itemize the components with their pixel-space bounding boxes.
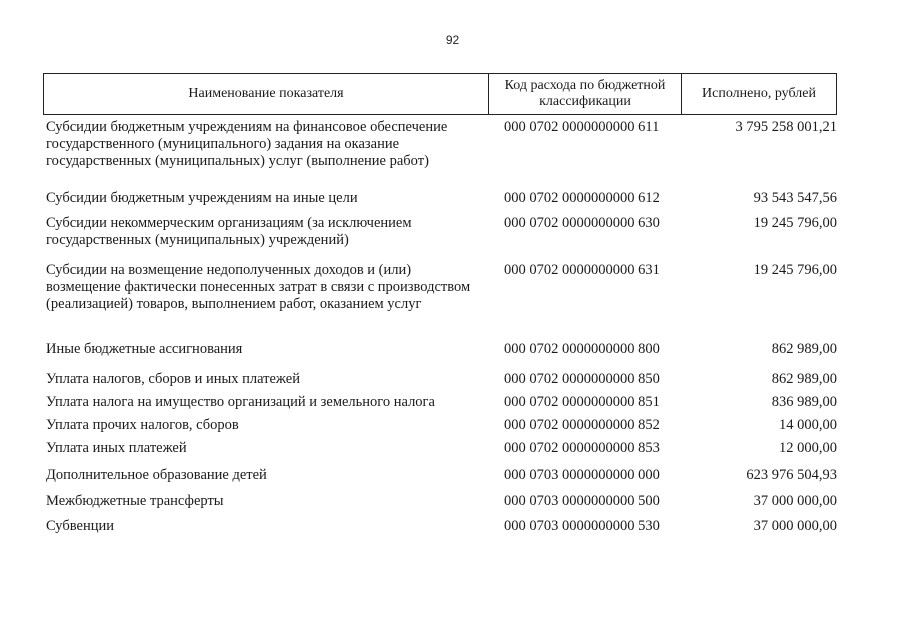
row-code: 000 0702 0000000000 851 bbox=[504, 394, 660, 410]
row-name: Уплата иных платежей bbox=[46, 440, 187, 456]
row-amount: 3 795 258 001,21 bbox=[735, 119, 837, 135]
row-amount: 862 989,00 bbox=[771, 371, 837, 387]
row-name: Субсидии некоммерческим организациям (за исключением государственных (муниципальных) учреждений) bbox=[46, 215, 412, 248]
header-name: Наименование показателя bbox=[44, 74, 489, 114]
row-name: Уплата налога на имущество организаций и земельного налога bbox=[46, 394, 435, 410]
row-code: 000 0702 0000000000 853 bbox=[504, 440, 660, 456]
row-amount: 93 543 547,56 bbox=[753, 190, 837, 206]
row-code: 000 0702 0000000000 630 bbox=[504, 215, 660, 231]
row-name: Субсидии бюджетным учреждениям на финансовое обеспечение государственного (муниципального) задания на оказание государственных (муниципальных) услуг (выполнение работ) bbox=[46, 119, 448, 169]
row-amount: 19 245 796,00 bbox=[753, 215, 837, 231]
header-code: Код расхода по бюджетной классификации bbox=[489, 74, 682, 114]
row-code: 000 0703 0000000000 000 bbox=[504, 467, 660, 483]
row-amount: 12 000,00 bbox=[779, 440, 837, 456]
row-code: 000 0702 0000000000 612 bbox=[504, 190, 660, 206]
row-name: Межбюджетные трансферты bbox=[46, 493, 224, 509]
row-amount: 623 976 504,93 bbox=[746, 467, 837, 483]
row-code: 000 0702 0000000000 611 bbox=[504, 119, 660, 135]
row-name: Иные бюджетные ассигнования bbox=[46, 341, 243, 357]
row-name: Уплата прочих налогов, сборов bbox=[46, 417, 239, 433]
row-code: 000 0702 0000000000 631 bbox=[504, 262, 660, 278]
row-name: Субсидии на возмещение недополученных доходов и (или) возмещение фактически понесенных затрат в связи с производством (реализацией) товаров, выполнением работ, оказанием услуг bbox=[46, 262, 471, 312]
row-code: 000 0702 0000000000 850 bbox=[504, 371, 660, 387]
row-amount: 14 000,00 bbox=[779, 417, 837, 433]
page-number: 92 bbox=[445, 33, 460, 47]
row-name: Субвенции bbox=[46, 518, 114, 534]
row-name: Уплата налогов, сборов и иных платежей bbox=[46, 371, 300, 387]
row-amount: 37 000 000,00 bbox=[753, 493, 837, 509]
row-code: 000 0702 0000000000 800 bbox=[504, 341, 660, 357]
row-amount: 19 245 796,00 bbox=[753, 262, 837, 278]
row-amount: 37 000 000,00 bbox=[753, 518, 837, 534]
row-code: 000 0703 0000000000 530 bbox=[504, 518, 660, 534]
row-code: 000 0703 0000000000 500 bbox=[504, 493, 660, 509]
row-name: Субсидии бюджетным учреждениям на иные цели bbox=[46, 190, 358, 206]
row-name: Дополнительное образование детей bbox=[46, 467, 267, 483]
header-amount: Исполнено, рублей bbox=[702, 86, 816, 101]
row-amount: 862 989,00 bbox=[771, 341, 837, 357]
row-amount: 836 989,00 bbox=[771, 394, 837, 410]
row-code: 000 0702 0000000000 852 bbox=[504, 417, 660, 433]
table-header bbox=[43, 73, 837, 115]
